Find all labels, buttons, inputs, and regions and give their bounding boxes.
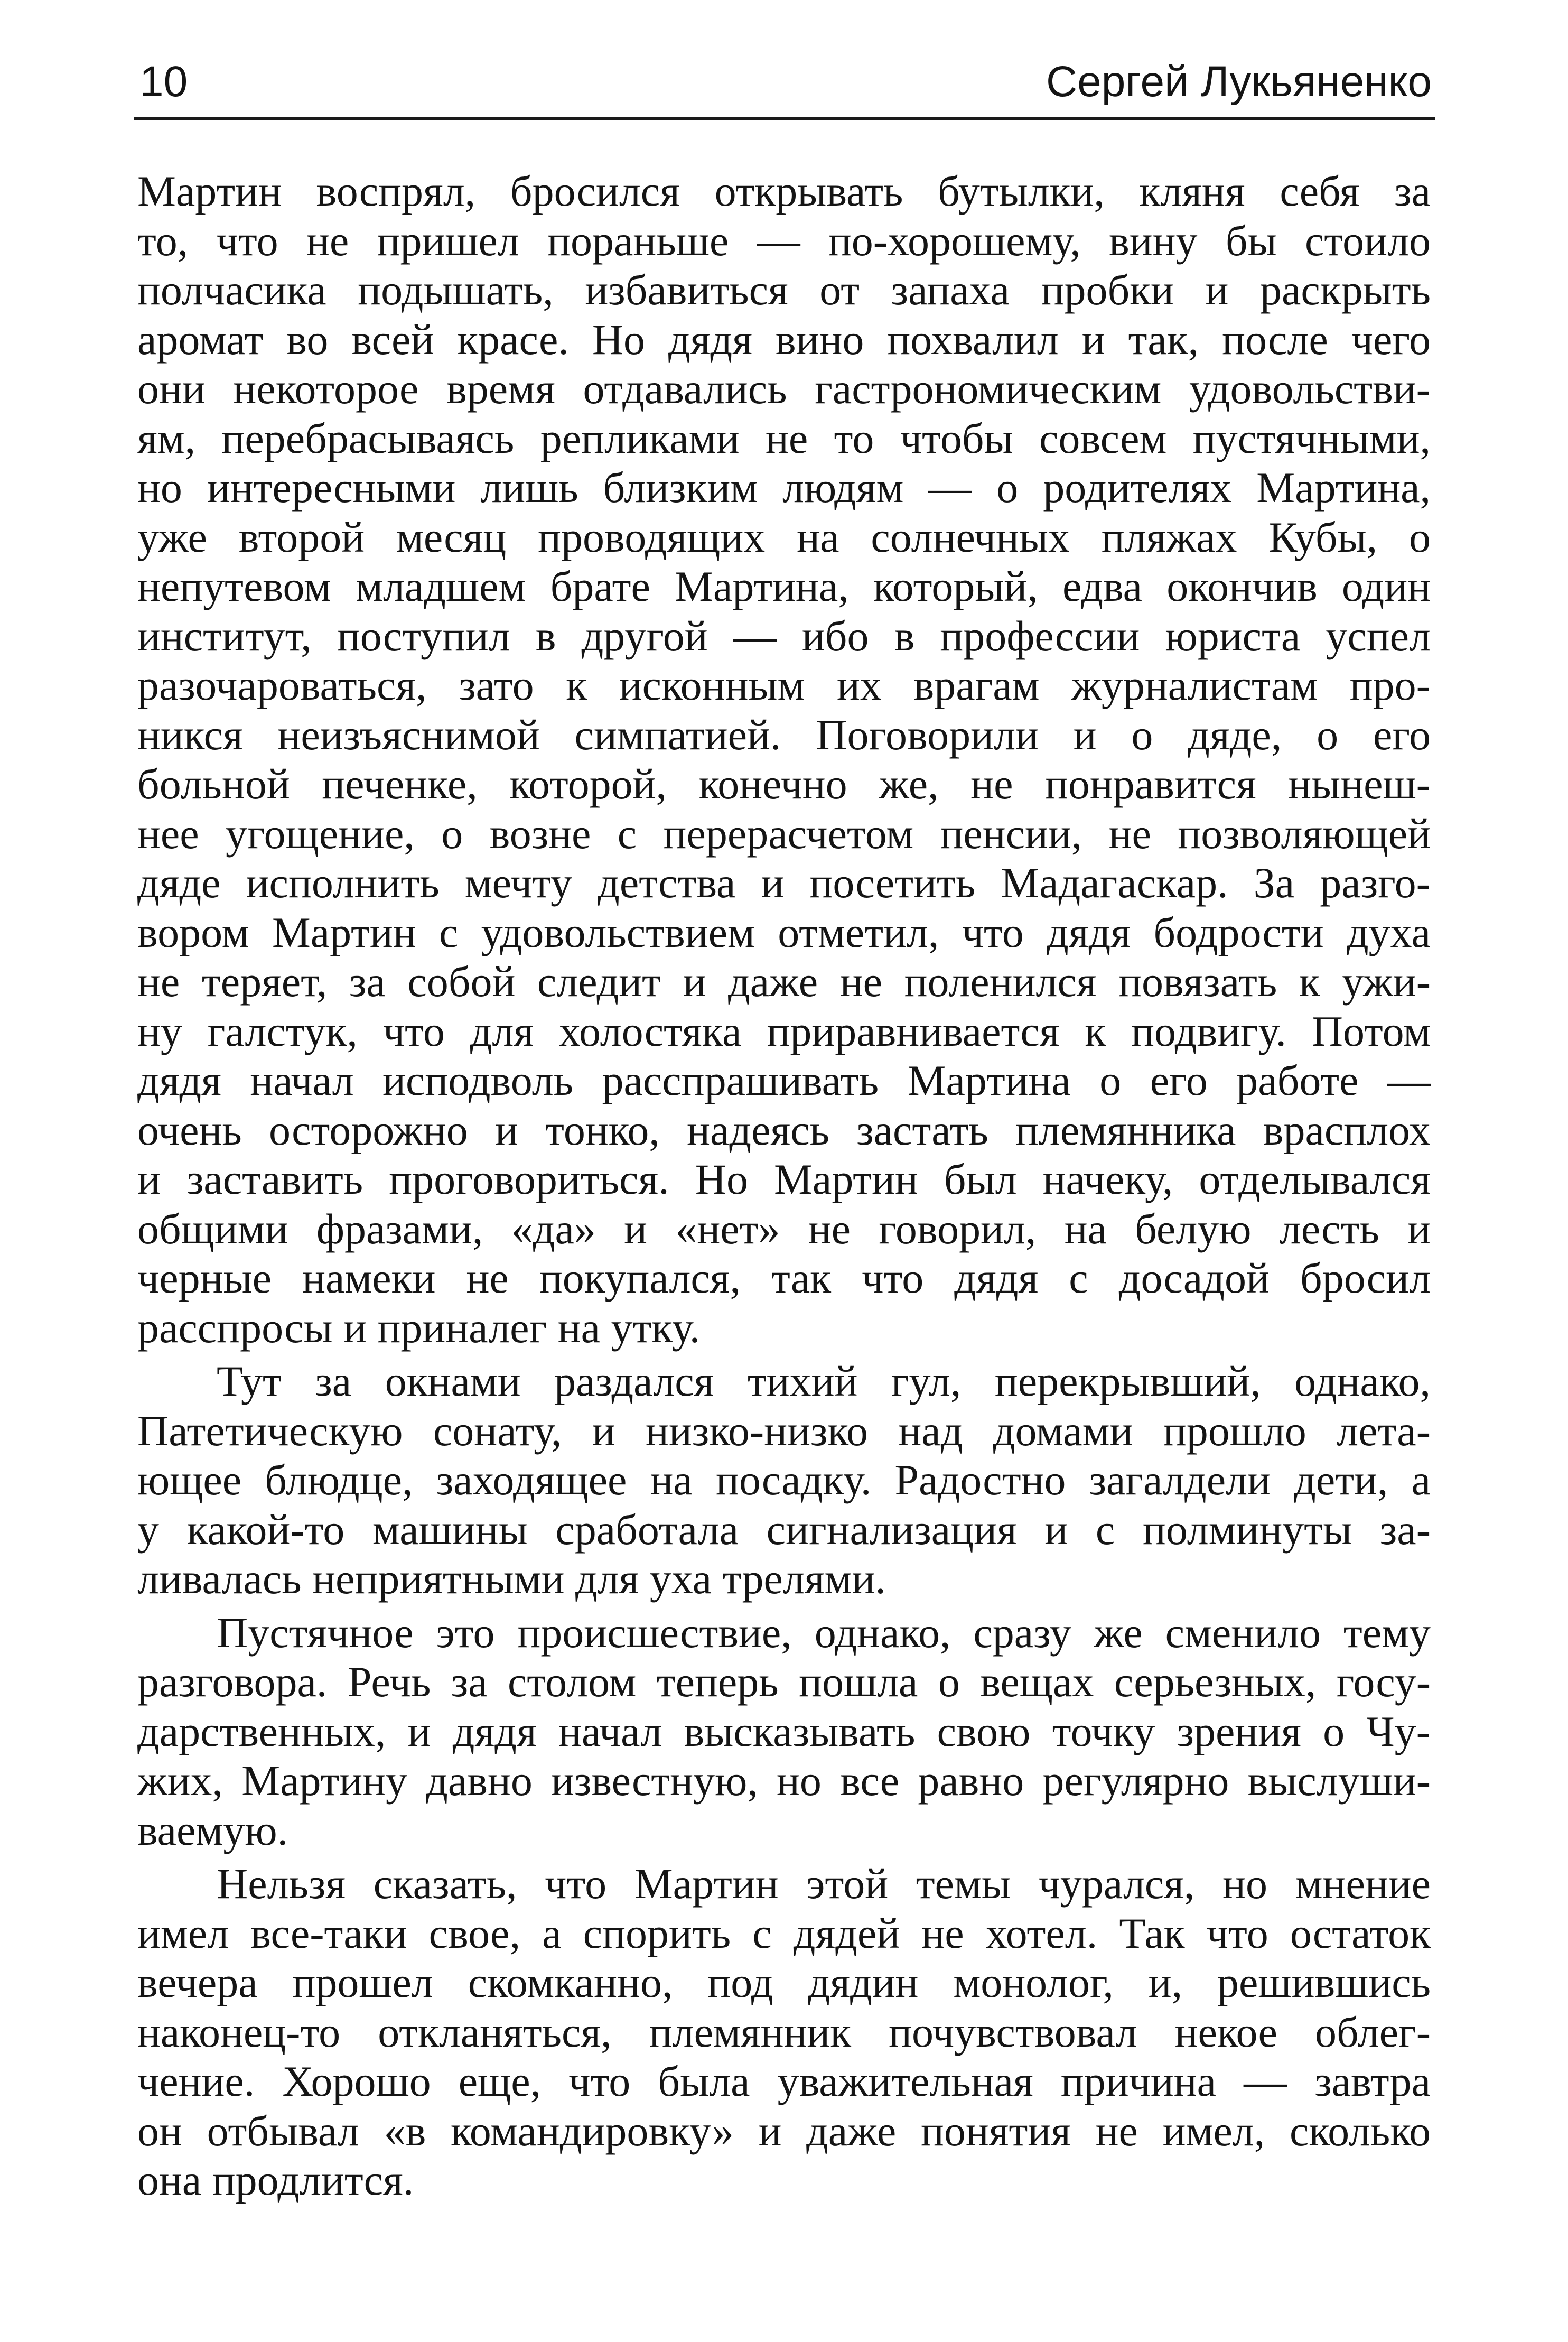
text-line: чение. Хорошо еще, что была уважительная причина — завтра — [137, 2057, 1431, 2105]
text-line: Мартин воспрял, бросился открывать бутылки, кляня себя за — [137, 167, 1431, 215]
text-line: уже второй месяц проводящих на солнечных пляжах Кубы, о — [137, 513, 1431, 561]
paragraph — [137, 1608, 1431, 1855]
text-line: полчасика подышать, избавиться от запаха пробки и раскрыть — [137, 266, 1431, 314]
text-line: она продлится. — [137, 2156, 414, 2204]
text-line: ливалась неприятными для уха трелями. — [137, 1555, 886, 1603]
text-line: дарственных, и дядя начал высказывать свою точку зрения о Чу- — [137, 1707, 1431, 1755]
text-line: черные намеки не покупался, так что дядя с досадой бросил — [137, 1254, 1431, 1302]
text-line: вечера прошел скомканно, под дядин монолог, и, решившись — [137, 1958, 1431, 2006]
text-line: институт, поступил в другой — ибо в профессии юриста успел — [137, 611, 1431, 660]
header-rule — [134, 117, 1435, 120]
text-line: имел все-таки свое, а спорить с дядей не хотел. Так что остаток — [137, 1909, 1431, 1957]
text-line: они некоторое время отдавались гастрономическим удовольстви- — [137, 365, 1431, 413]
text-line: Тут за окнами раздался тихий гул, перекрывший, однако, — [217, 1357, 1431, 1405]
paragraph — [137, 1859, 1431, 2205]
text-line: не теряет, за собой следит и даже не поленился повязать к ужи- — [137, 958, 1431, 1006]
text-line: общими фразами, «да» и «нет» не говорил, на белую лесть и — [137, 1204, 1431, 1253]
text-line: он отбывал «в командировку» и даже понятия не имел, сколько — [137, 2106, 1431, 2155]
text-line: больной печенке, которой, конечно же, не понравится нынеш- — [137, 760, 1431, 808]
paragraph — [137, 166, 1431, 1352]
text-line: очень осторожно и тонко, надеясь застать племянника врасплох — [137, 1105, 1431, 1154]
text-line: и заставить проговориться. Но Мартин был начеку, отделывался — [137, 1155, 1431, 1203]
text-line: жих, Мартину давно известную, но все равно регулярно выслуши- — [137, 1756, 1431, 1805]
text-line: Патетическую сонату, и низко-низко над домами прошло лета- — [137, 1406, 1431, 1455]
text-line: наконец-то откланяться, племянник почувствовал некое облег- — [137, 2008, 1431, 2056]
text-line: непутевом младшем брате Мартина, который, едва окончив один — [137, 562, 1431, 610]
text-line: никся неизъяснимой симпатией. Поговорили и о дяде, о его — [137, 710, 1431, 759]
text-line: дяде исполнить мечту детства и посетить Мадагаскар. За разго- — [137, 859, 1431, 907]
text-line: ну галстук, что для холостяка приравнивается к подвигу. Потом — [137, 1007, 1431, 1055]
text-line: ям, перебрасываясь репликами не то чтобы совсем пустячными, — [137, 414, 1431, 462]
text-line: ющее блюдце, заходящее на посадку. Радостно загалдели дети, а — [137, 1456, 1431, 1504]
running-header — [139, 55, 1432, 108]
body-text — [137, 166, 1431, 2205]
text-line: нее угощение, о возне с перерасчетом пенсии, не позволяющей — [137, 809, 1431, 858]
text-line: Пустячное это происшествие, однако, сразу же сменило тему — [217, 1608, 1431, 1657]
text-line: Нельзя сказать, что Мартин этой темы чурался, но мнение — [217, 1860, 1431, 1908]
text-line: но интересными лишь близким людям — о родителях Мартина, — [137, 463, 1431, 512]
text-line: ваемую. — [137, 1806, 288, 1854]
text-line: разочароваться, зато к исконным их врагам журналистам про- — [137, 661, 1431, 709]
text-line: расспросы и приналег на утку. — [137, 1303, 701, 1352]
text-line: разговора. Речь за столом теперь пошла о вещах серьезных, госу- — [137, 1658, 1431, 1706]
text-line: дядя начал исподволь расспрашивать Мартина о его работе — — [137, 1056, 1431, 1104]
text-line: вором Мартин с удовольствием отметил, что дядя бодрости духа — [137, 908, 1431, 956]
text-line: то, что не пришел пораньше — по-хорошему, вину бы стоило — [137, 216, 1431, 265]
paragraph — [137, 1356, 1431, 1604]
page-number: 10 — [139, 58, 188, 106]
text-line: у какой-то машины сработала сигнализация и с полминуты за- — [137, 1505, 1431, 1554]
text-line: аромат во всей красе. Но дядя вино похвалил и так, после чего — [137, 315, 1431, 364]
running-header-author: Сергей Лукьяненко — [1046, 58, 1432, 106]
